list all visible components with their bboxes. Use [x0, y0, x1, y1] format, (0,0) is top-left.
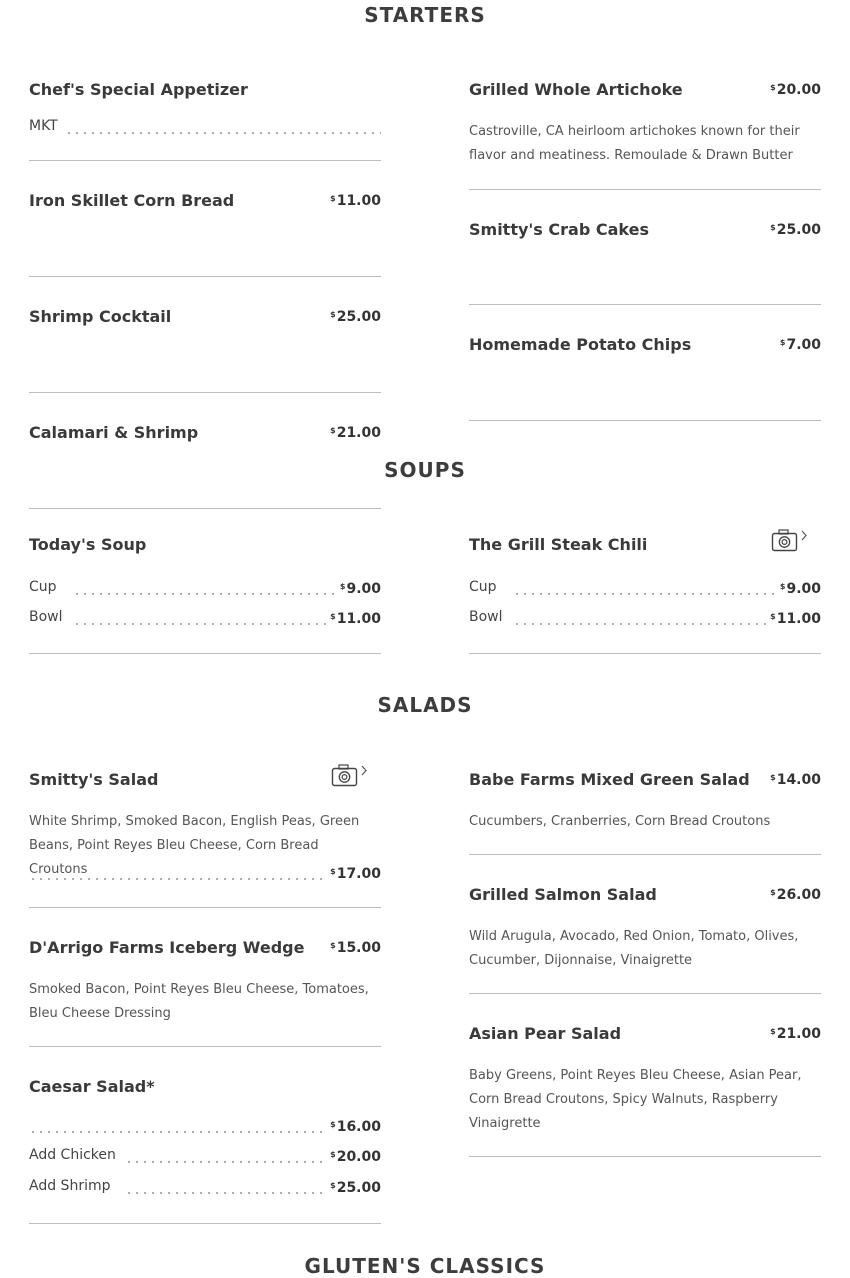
option-row-price	[29, 864, 381, 884]
option-label: Bowl	[469, 609, 507, 625]
menu-item-babe-farms-salad[interactable]	[469, 770, 821, 855]
section-title-salads: SALADS	[377, 693, 473, 717]
starters-left-column	[29, 80, 381, 509]
option-label: Cup	[469, 579, 501, 595]
item-name: Grilled Salmon Salad	[469, 885, 657, 904]
dot-leader	[125, 1161, 325, 1163]
item-name: Babe Farms Mixed Green Salad	[469, 770, 750, 789]
salads-right-column	[469, 770, 821, 1157]
item-name: Smitty's Salad	[29, 770, 159, 789]
section-title-starters: STARTERS	[364, 3, 486, 27]
item-description: Baby Greens, Point Reyes Bleu Cheese, Asian Pear, Corn Bread Croutons, Spicy Walnuts, Raspberry Vinaigrette	[469, 1068, 802, 1131]
menu-item-corn-bread[interactable]	[29, 191, 381, 277]
option-row-price	[29, 1117, 381, 1137]
option-price: $9.00	[339, 581, 381, 597]
menu-item-smittys-salad[interactable]	[29, 770, 381, 908]
dot-leader	[73, 593, 335, 595]
option-row-bowl	[29, 609, 381, 629]
item-price: $7.00	[779, 337, 821, 353]
menu-item-potato-chips[interactable]	[469, 335, 821, 421]
menu-item-steak-chili[interactable]	[469, 535, 821, 654]
section-title-next: GLUTEN'S CLASSICS	[304, 1254, 546, 1278]
item-name: Grilled Whole Artichoke	[469, 80, 683, 99]
menu-item-asian-pear-salad[interactable]	[469, 1024, 821, 1157]
option-price: $16.00	[330, 1119, 381, 1135]
item-description: Wild Arugula, Avocado, Red Onion, Tomato, Olives, Cucumber, Dijonnaise, Vinaigrette	[469, 929, 799, 968]
option-label: Cup	[29, 579, 61, 595]
item-price: $25.00	[330, 309, 381, 325]
item-description: Smoked Bacon, Point Reyes Bleu Cheese, Tomatoes, Bleu Cheese Dressing	[29, 982, 369, 1021]
soups-right-column	[469, 535, 821, 654]
menu-item-iceberg-wedge[interactable]	[29, 938, 381, 1047]
item-price: $14.00	[770, 772, 821, 788]
dot-leader	[513, 593, 775, 595]
dot-leader	[73, 623, 329, 625]
dot-leader	[513, 623, 769, 625]
dot-leader	[29, 878, 327, 880]
camera-icon	[333, 765, 357, 786]
option-row-bowl	[469, 609, 821, 629]
menu-item-shrimp-cocktail[interactable]	[29, 307, 381, 393]
option-label: Bowl	[29, 609, 67, 625]
chevron-right-icon	[362, 766, 366, 775]
item-name: The Grill Steak Chili	[469, 535, 648, 554]
option-row-add-chicken	[29, 1147, 381, 1167]
item-price: $20.00	[770, 82, 821, 98]
menu-item-caesar-salad[interactable]	[29, 1077, 381, 1224]
camera-icon	[773, 530, 797, 551]
soups-left-column	[29, 535, 381, 654]
item-name: Calamari & Shrimp	[29, 423, 199, 442]
menu-item-chefs-special[interactable]	[29, 80, 381, 161]
menu-item-crab-cakes[interactable]	[469, 220, 821, 305]
dot-leader	[29, 1131, 327, 1133]
item-price: $11.00	[330, 193, 381, 209]
option-label: Add Chicken	[29, 1147, 120, 1163]
option-price: $11.00	[330, 611, 381, 627]
starters-right-column	[469, 80, 821, 421]
item-price: $21.00	[770, 1026, 821, 1042]
option-price: $11.00	[770, 611, 821, 627]
option-price: $20.00	[330, 1149, 381, 1165]
item-description: Cucumbers, Cranberries, Corn Bread Croutons	[469, 814, 771, 829]
item-description: Castroville, CA heirloom artichokes known for their flavor and meatiness. Remoulade & Drawn Butter	[469, 124, 800, 163]
option-row	[29, 118, 381, 138]
item-name: Shrimp Cocktail	[29, 307, 172, 326]
item-name: Homemade Potato Chips	[469, 335, 692, 354]
option-label: MKT	[29, 118, 62, 134]
option-price: $17.00	[330, 866, 381, 882]
item-price: $15.00	[330, 940, 381, 956]
item-price: $21.00	[330, 425, 381, 441]
chevron-right-icon	[802, 531, 806, 540]
item-name: D'Arrigo Farms Iceberg Wedge	[29, 938, 305, 957]
menu-item-salmon-salad[interactable]	[469, 885, 821, 994]
item-name: Smitty's Crab Cakes	[469, 220, 649, 239]
option-price: $9.00	[779, 581, 821, 597]
dot-leader	[65, 132, 381, 134]
dot-leader	[125, 1192, 325, 1194]
item-price: $25.00	[770, 222, 821, 238]
item-name: Caesar Salad*	[29, 1077, 155, 1096]
option-row-add-shrimp	[29, 1178, 381, 1198]
menu-item-artichoke[interactable]	[469, 80, 821, 190]
section-title-soups: SOUPS	[384, 458, 466, 482]
item-name: Asian Pear Salad	[469, 1024, 622, 1043]
item-name: Iron Skillet Corn Bread	[29, 191, 235, 210]
view-photo-button[interactable]	[771, 527, 813, 553]
option-price: $25.00	[330, 1180, 381, 1196]
salads-left-column	[29, 770, 381, 1224]
menu-item-todays-soup[interactable]	[29, 535, 381, 654]
item-description: White Shrimp, Smoked Bacon, English Peas, Green Beans, Point Reyes Bleu Cheese, Corn Bread Croutons	[29, 814, 360, 877]
item-name: Today's Soup	[29, 535, 147, 554]
option-label: Add Shrimp	[29, 1178, 114, 1194]
option-row-cup	[29, 579, 381, 599]
view-photo-button[interactable]	[331, 762, 373, 788]
option-row-cup	[469, 579, 821, 599]
item-name: Chef's Special Appetizer	[29, 80, 248, 99]
item-price: $26.00	[770, 887, 821, 903]
